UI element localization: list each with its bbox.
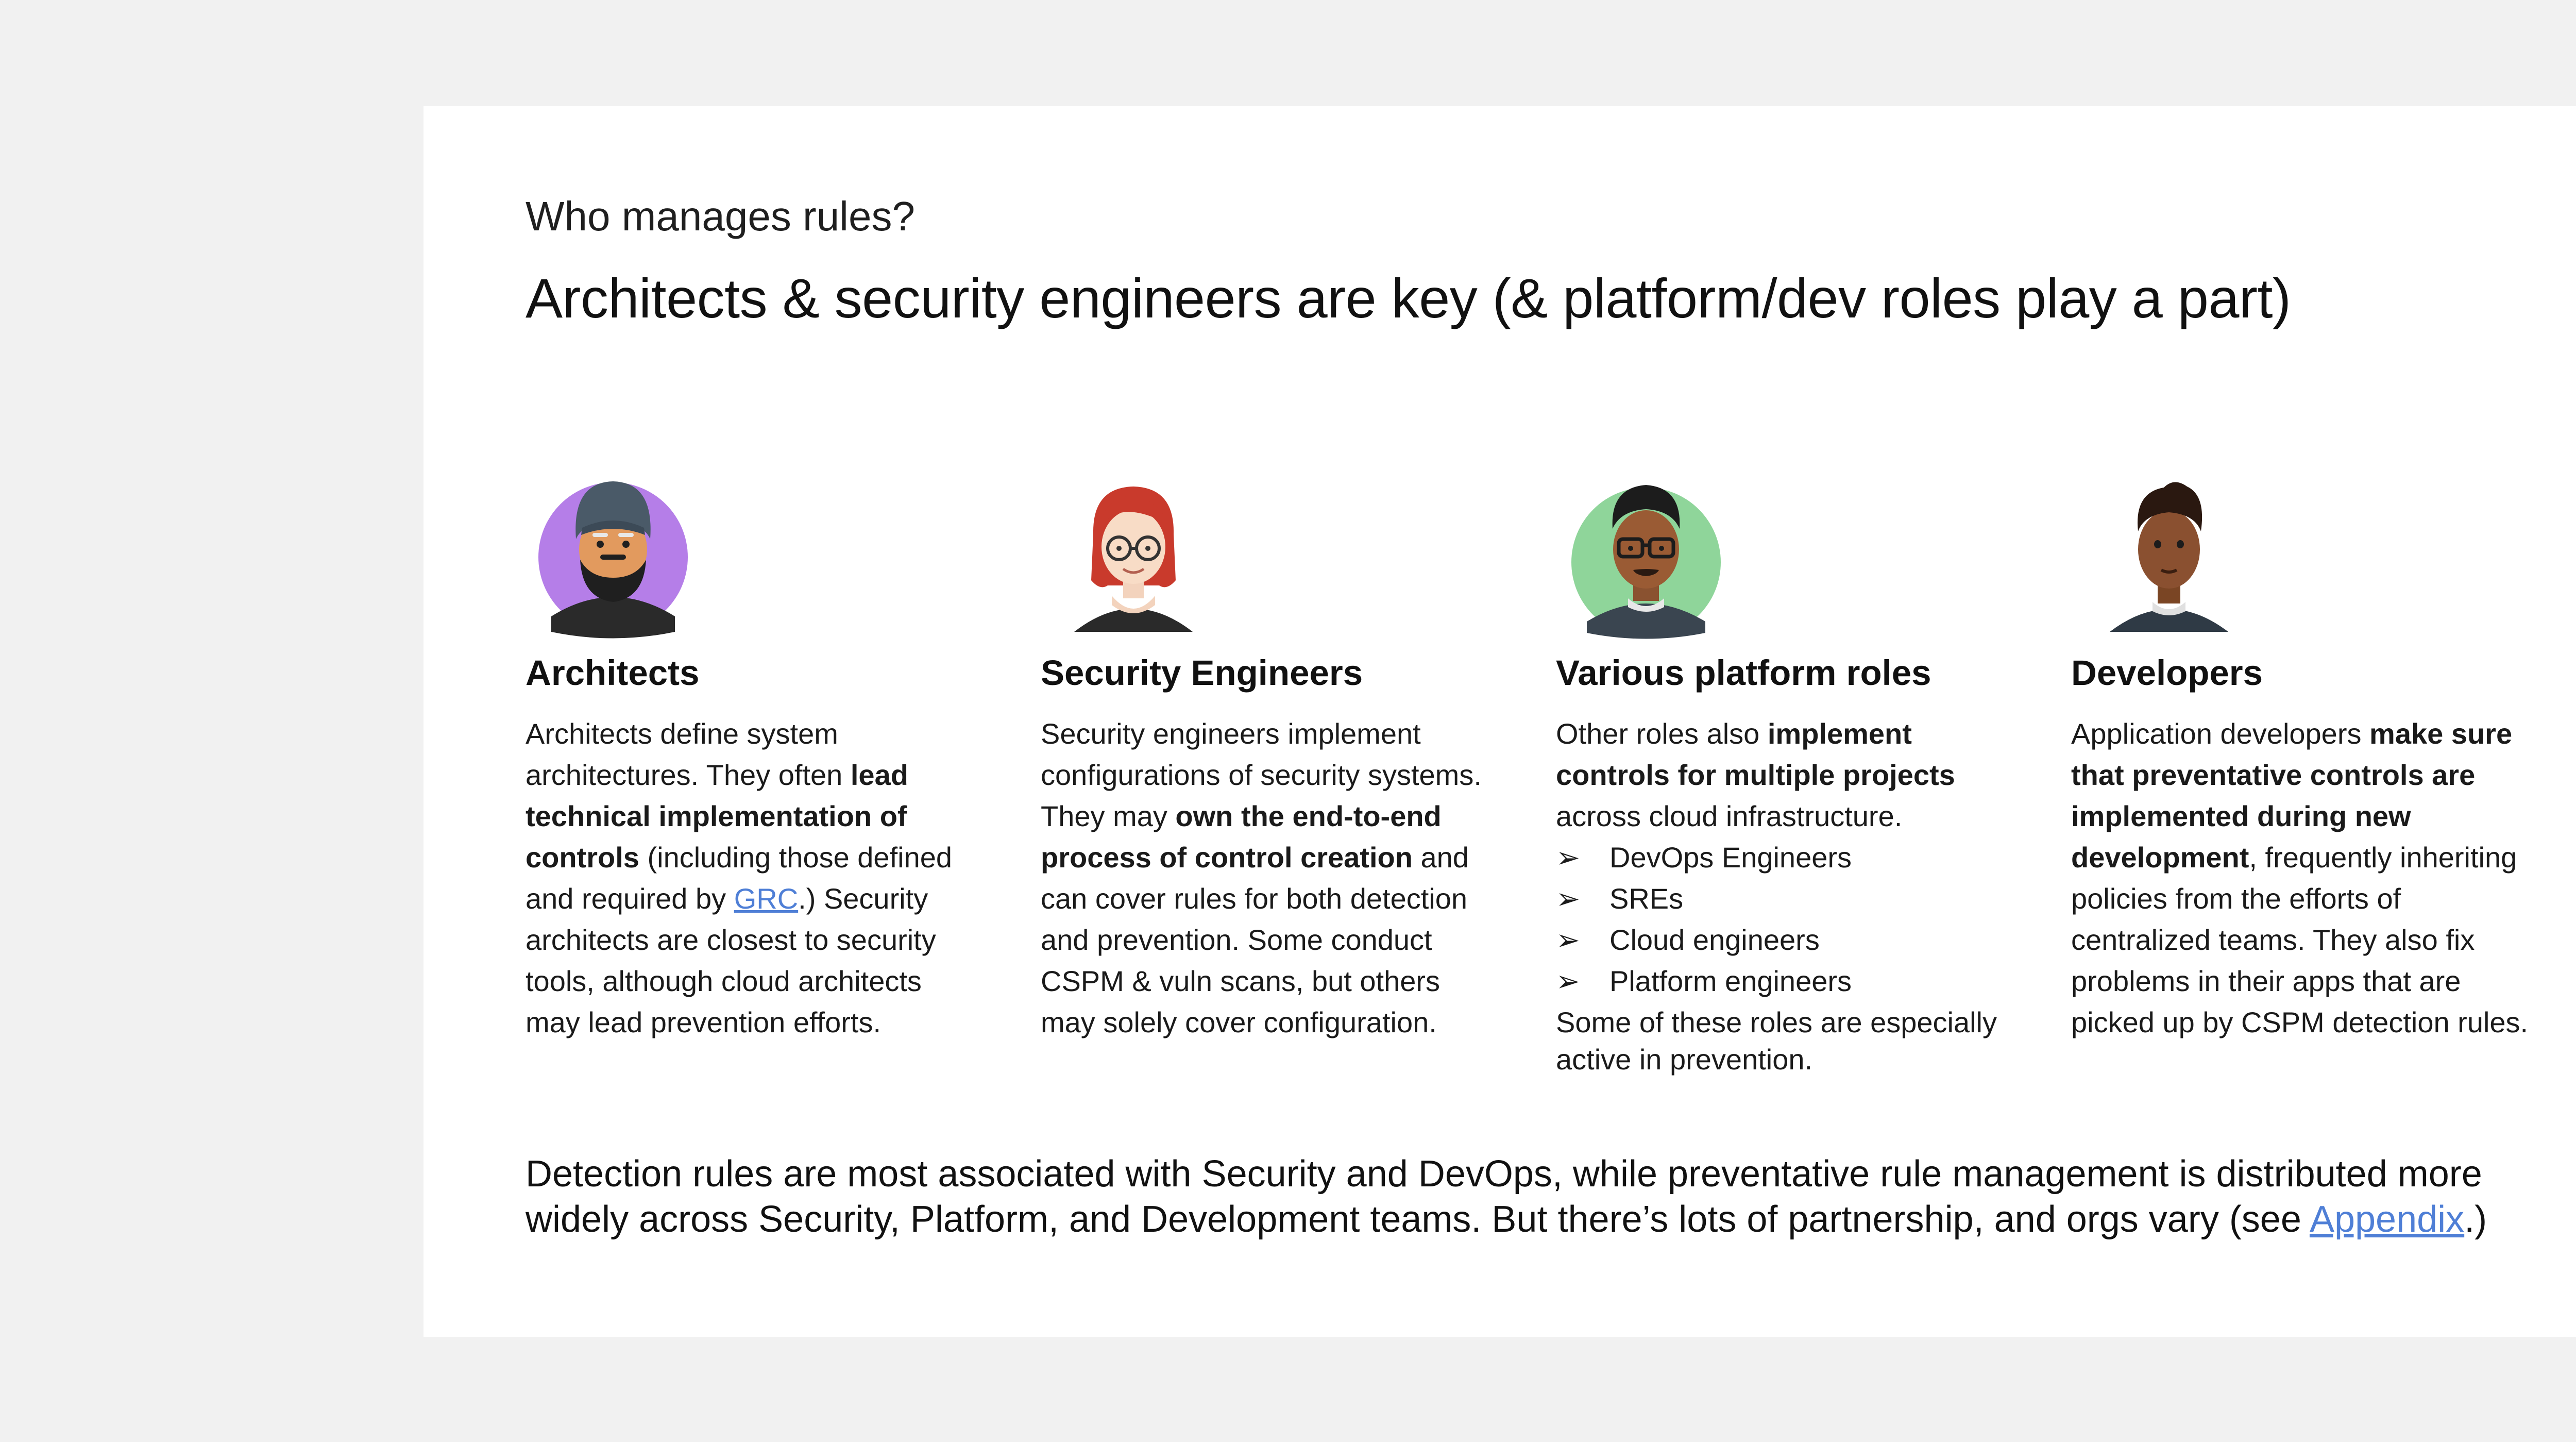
role-description-architects: Architects define system architectures. They often lead technical implementation of controls (including those defined and required by GRC.) Security architects are closest to security tools, although cloud architects may lead prevention efforts. [526, 717, 953, 1038]
architect-avatar-icon [531, 467, 706, 642]
slide [423, 106, 2576, 1337]
slide-eyebrow: Who manages rules? [526, 193, 915, 239]
slide-headline: Architects & security engineers are key (& platform/dev roles play a part) [526, 267, 2291, 329]
role-title-platform-roles: Various platform roles [1556, 653, 1931, 693]
arrow-bullet-icon: ➢ [1556, 882, 1580, 915]
platform-engineer-avatar-icon [1561, 467, 1736, 642]
role-title-developers: Developers [2071, 653, 2263, 693]
arrow-bullet-icon: ➢ [1556, 841, 1580, 874]
role-description-developers: Application developers make sure that preventative controls are implemented during new development, frequently inheriting policies from the efforts of centralized teams. They also fix problems in their apps that are picked up by CSPM detection rules. [2071, 717, 2529, 1038]
list-item: ➢ SREs [1556, 878, 2014, 919]
developer-avatar-icon [2087, 467, 2262, 642]
list-item: ➢ Platform engineers [1556, 961, 2014, 1002]
platform-roles-list [1556, 837, 2014, 1002]
security-engineer-avatar-icon [1051, 467, 1226, 642]
arrow-bullet-icon: ➢ [1556, 965, 1580, 997]
appendix-link[interactable]: Appendix [2309, 1199, 2465, 1240]
grc-link[interactable]: GRC [734, 882, 799, 915]
list-item: ➢ DevOps Engineers [1556, 837, 2014, 878]
summary-footer: Detection rules are most associated with Security and DevOps, while preventative rule management is distributed more widely across Security, Platform, and Development teams. But there’s lots of partnership, and orgs vary (see Appendix.) [526, 1153, 2487, 1240]
role-title-security-engineers: Security Engineers [1041, 653, 1363, 693]
list-item: ➢ Cloud engineers [1556, 919, 2014, 961]
role-description-platform-roles: Other roles also implement controls for multiple projects across cloud infrastructure. ➢ DevOps Engineers ➢ SREs ➢ Cloud engineers ➢ Platform engineers Some of these roles are especially active in prevention. [1556, 713, 2014, 1078]
role-description-security-engineers: Security engineers implement configurations of security systems. They may own the end-to-end process of control creation and can cover rules for both detection and prevention. Some conduct CSPM & vuln scans, but others may solely cover configuration. [1041, 717, 1482, 1038]
role-title-architects: Architects [526, 653, 700, 693]
arrow-bullet-icon: ➢ [1556, 924, 1580, 956]
